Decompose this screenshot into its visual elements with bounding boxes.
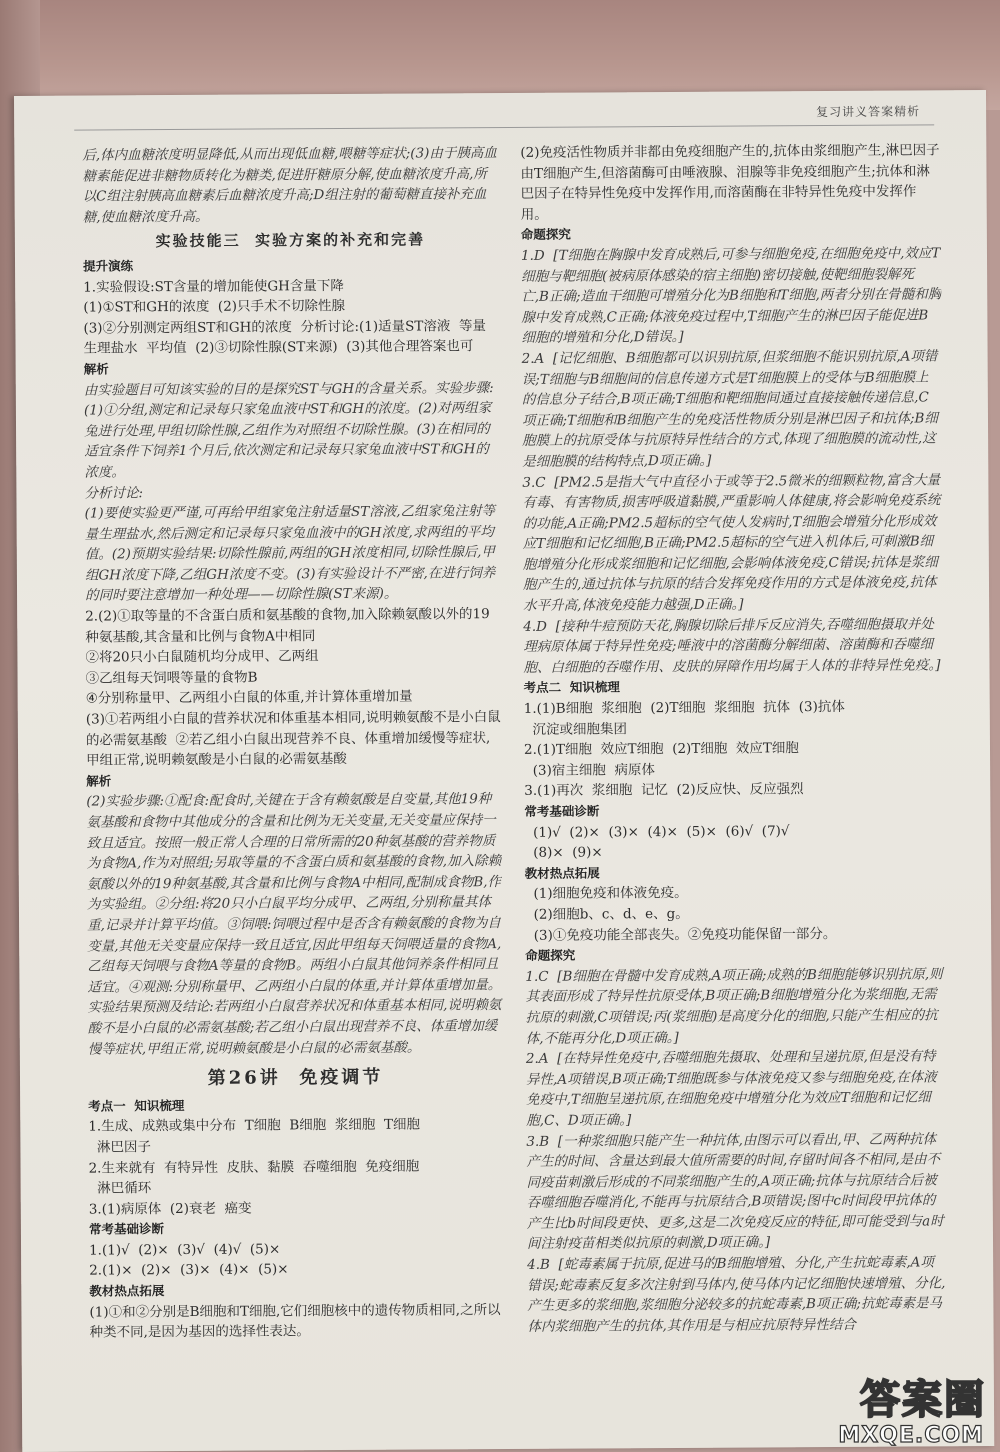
section-label: 教材热点拓展 bbox=[89, 1283, 165, 1299]
right-column bbox=[520, 140, 948, 1449]
answer-text: 1.实验假设:ST含量的增加能使GH含量下降 (1)①ST和GH的浓度 (2)只手术不切除性腺 (3)②分别测定两组ST和GH的浓度 分析讨论:(1)适量ST溶液 等量生理盐水 平均值 (2)③切除性腺(ST来源) (3)其他合理答案也可 bbox=[83, 277, 486, 357]
answer-text: 2.(2)①取等量的不含蛋白质和氨基酸的食物,加入除赖氨酸以外的19种氨基酸,其含量和比例与食物A中相同 ②将20只小白鼠随机均分成甲、乙两组 ③乙组每天饲喂等量的食物B ④分别称量甲、乙两组小白鼠的体重,并计算体重增加量 (3)①若两组小白鼠的营养状况和体重基本相同,说明赖氨酸不是小白鼠的必需氨基酸 ②若乙组小白鼠出现营养不良、体重增加缓慢等症状,甲组正常,说明赖氨酸是小白鼠的必需氨基酸 bbox=[85, 606, 501, 769]
explanation-text: (2)实验步骤:①配食:配食时,关键在于含有赖氨酸是自变量,其他19种氨基酸和食物中其他成分的含量和比例为无关变量,无关变量应保持一致且适宜。按照一般正常人合理的日常所需的20种氨基酸的营养物质为食物A,作为对照组;另取等量的不含蛋白质和氨基酸的食物,加入除赖氨酸以外的19种氨基酸,其含量和比例与食物A中相同,配制成食物B,作为实验组。②分组:将20只小白鼠平均分成甲、乙两组,分别称量其体重,记录并计算平均值。③饲喂:饲喂过程中是否含有赖氨酸的食物为自变量,其他无关变量应保持一致且适宜,因此甲组每天饲喂适量的食物A,乙组每天饲喂与食物A等量的食物B。两组小白鼠其他饲养条件相同且适宜。④观测:分别称量甲、乙两组小白鼠的体重,并计算体重增加量。 实验结果预测及结论:若两组小白鼠营养状况和体重基本相同,说明赖氨酸不是小白鼠的必需氨基酸;若乙组小白鼠出现营养不良、体重增加缓慢等症状,甲组正常,说明赖氨酸是小白鼠的必需氨基酸。 bbox=[86, 791, 502, 1058]
left-column bbox=[82, 143, 505, 1452]
section-label: 常考基础诊断 bbox=[524, 803, 600, 819]
answer-text: 1.(1)√ (2)× (3)√ (4)√ (5)× 2.(1)× (2)× (3)× (4)× (5)× bbox=[89, 1241, 289, 1280]
section-label: 解析 bbox=[86, 773, 112, 789]
explanation-text: 后,体内血糖浓度明显降低,从而出现低血糖,喂糖等症状;(3)由于胰高血糖素能促进非糖物质转化为糖类,促进肝糖原分解,使血糖浓度升高,所以C组注射胰高血糖素后血糖浓度升高;D组注射的葡萄糖直接补充血糖,使血糖浓度升高。 bbox=[82, 145, 497, 226]
answer-text: (1)①和②分别是B细胞和T细胞,它们细胞核中的遗传物质相同,之所以种类不同,是因为基因的选择性表达。 bbox=[89, 1301, 501, 1341]
watermark bbox=[804, 1368, 994, 1448]
explanation-text: 1.D [T细胞在胸腺中发育成熟后,可参与细胞免疫,在细胞免疫中,效应T细胞与靶细胞(被病原体感染的宿主细胞)密切接触,使靶细胞裂解死亡,B正确;造血干细胞可增殖分化为B细胞和T细胞,两者分别在骨髓和胸腺中发育成熟,C正确;体液免疫过程中,T细胞产生的淋巴因子能促进B细胞的增殖和分化,D错误。] 2.A [记忆细胞、B细胞都可以识别抗原,但浆细胞不能识别抗原,A项错误;T细胞与B细胞间的信息传递方式是T细胞膜上的受体与B细胞膜上的信息分子结合,B项正确;T细胞和靶细胞间通过直接接触传递信息,C项正确;T细胞和B细胞产生的免疫活性物质分别是淋巴因子和抗体;B细胞膜上的抗原受体与抗原特异性结合的方式,体现了细胞膜的流动性,这是细胞膜的结构特点,D项正确。] 3.C [PM2.5是指大气中直径小于或等于2.5微米的细颗粒物,富含大量有毒、有害物质,损害呼吸道黏膜,严重影响人体健康,将会影响免疫系统的功能,A正确;PM2.5超标的空气使人发病时,T细胞会增殖分化形成效应T细胞和记忆细胞,B正确;PM2.5超标的空气进入机体后,可刺激B细胞增殖分化形成浆细胞和记忆细胞,会影响体液免疫,C错误;抗体是浆细胞产生的,通过抗体与抗原的结合发挥免疫作用的方式是体液免疫,抗体水平升高,体液免疫能力越强,D正确。] 4.D [接种牛痘预防天花,胸腺切除后排斥反应消失,吞噬细胞摄取并处理病原体属于特异性免疫;唾液中的溶菌酶分解细菌、溶菌酶和吞噬细胞、白细胞的吞噬作用、皮肤的屏障作用均属于人体的非特异性免疫。] bbox=[520, 245, 942, 676]
explanation-text: 1.C [B细胞在骨髓中发育成熟,A项正确;成熟的B细胞能够识别抗原,则其表面形成了特异性抗原受体,B项正确;B细胞增殖分化为浆细胞,无需抗原的刺激,C项错误;丙(浆细胞)是高度分化的细胞,只能产生相应的抗体,不能再分化,D项正确。] 2.A [在特异性免疫中,吞噬细胞先摄取、处理和呈递抗原,但是没有特异性,A项错误,B项正确;T细胞既参与体液免疫又参与细胞免疫,在体液免疫中,T细胞呈递抗原,在细胞免疫中增殖分化为效应T细胞和记忆细胞,C、D项正确。] 3.B [一种浆细胞只能产生一种抗体,由图示可以看出,甲、乙两种抗体产生的时间、含量达到最大值所需要的时间,存留时间各不相同,是由不同疫苗刺激后形成的不同浆细胞产生的,A项正确;抗体与抗原结合后被吞噬细胞吞噬消化,不能再与抗原结合,B项错误;图中c时间段甲抗体的产生比b时间段更快、更多,这是二次免疫反应的特征,即可能受到与a时间注射疫苗相类似抗原的刺激,D项正确。] 4.B [蛇毒素属于抗原,促进马的B细胞增殖、分化,产生抗蛇毒素,A项错误;蛇毒素反复多次注射到马体内,使马体内记忆细胞快速增殖、分化,产生更多的浆细胞,浆细胞分泌较多的抗蛇毒素,B项正确;抗蛇毒素是马体内浆细胞产生的抗体,其作用是与相应抗原特异性结合 bbox=[525, 966, 946, 1335]
answer-text: (1)细胞免疫和体液免疫。 (2)细胞b、c、d、e、g。 (3)①免疫功能全部丧失。②免疫功能保留一部分。 bbox=[524, 885, 837, 944]
section-label: 考点二 知识梳理 bbox=[523, 679, 620, 696]
section-label: 教材热点拓展 bbox=[524, 865, 600, 881]
section-label: 命题探究 bbox=[520, 226, 571, 243]
page-header: 复习讲义答案精析 bbox=[816, 104, 921, 120]
answer-text: 1.(1)B细胞 浆细胞 (2)T细胞 浆细胞 抗体 (3)抗体 沉淀或细胞集团 2.(1)T细胞 效应T细胞 (2)T细胞 效应T细胞 (3)宿主细胞 病原体 3.(1)再次 浆细胞 记忆 (2)反应快、反应强烈 bbox=[523, 698, 845, 800]
section-title: 实验技能三 实验方案的补充和完善 bbox=[155, 230, 426, 251]
section-label: 提升演练 bbox=[82, 258, 134, 274]
answer-text: 1.生成、成熟或集中分布 T细胞 B细胞 浆细胞 T细胞 淋巴因子 2.生来就有 有特异性 皮肤、黏膜 吞噬细胞 免疫细胞 淋巴循环 3.(1)病原体 (2)衰老 癌变 bbox=[88, 1116, 420, 1218]
section-label: 常考基础诊断 bbox=[88, 1221, 164, 1237]
section-label: 命题探究 bbox=[525, 947, 576, 964]
section-label: 考点一 知识梳理 bbox=[88, 1097, 185, 1114]
answer-text: (1)√ (2)× (3)× (4)× (5)× (6)√ (7)√ (8)× (9)× bbox=[524, 822, 790, 862]
answer-text: (2)免疫活性物质并非都由免疫细胞产生的,抗体由浆细胞产生,淋巴因子由T细胞产生,但溶菌酶可由唾液腺、泪腺等非免疫细胞产生;抗体和淋巴因子在特异性免疫中发挥作用,而溶菌酶在非特异性免疫中发挥作用。 bbox=[520, 142, 940, 223]
watermark-url: MXQE.COM bbox=[838, 1423, 984, 1448]
section-label: 解析 bbox=[83, 361, 109, 377]
lecture-title: 第26讲 免疫调节 bbox=[207, 1066, 384, 1089]
explanation-text: 由实验题目可知该实验的目的是探究ST与GH的含量关系。实验步骤:(1)①分组,测定和记录每只家兔血液中ST和GH的浓度。(2)对两组家兔进行处理,甲组切除性腺,乙组作为对照组不切除性腺。(3)在相同的适宜条件下饲养1个月后,依次测定和记录每只家兔血液中ST和GH的浓度。 分析讨论: (1)要使实验更严谨,可再给甲组家兔注射适量ST溶液,乙组家兔注射等量生理盐水,然后测定和记录每只家兔血液中的GH浓度,求两组的平均值。(2)预期实验结果:切除性腺前,两组的GH浓度相同,切除性腺后,甲组GH浓度下降,乙组GH浓度不变。(3)有实验设计不严密,在进行饲养的同时要注意增加一种处理——切除性腺(ST来源)。 bbox=[83, 379, 496, 605]
watermark-logo: 答案圈 bbox=[860, 1377, 986, 1423]
header-rule bbox=[74, 124, 934, 130]
book-page bbox=[14, 90, 994, 1452]
